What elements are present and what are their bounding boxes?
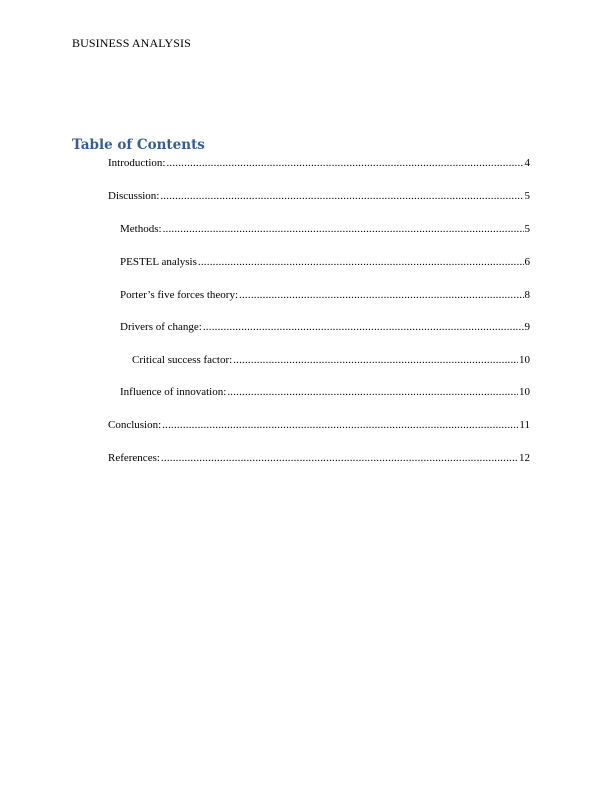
toc-entry-critical-success-factor[interactable] xyxy=(132,353,530,367)
toc-entry-label: Critical success factor: xyxy=(132,354,233,366)
toc-dot-leader xyxy=(166,156,523,170)
toc-entry-label: Influence of innovation: xyxy=(120,386,227,398)
toc-entry-page: 10 xyxy=(519,386,530,398)
toc-dot-leader xyxy=(203,320,524,334)
toc-entry-page: 6 xyxy=(524,256,530,268)
toc-entry-page: 4 xyxy=(524,157,530,169)
toc-dot-leader xyxy=(161,451,518,465)
toc-dot-leader xyxy=(227,385,518,399)
running-header: BUSINESS ANALYSIS xyxy=(72,36,191,50)
toc-heading: Table of Contents xyxy=(72,137,205,153)
toc-dot-leader xyxy=(233,353,518,367)
toc-entry-drivers-of-change[interactable] xyxy=(120,320,530,334)
toc-dot-leader xyxy=(162,418,518,432)
toc-entry-label: Drivers of change: xyxy=(120,321,202,333)
toc-dot-leader xyxy=(160,189,523,203)
toc-entry-references[interactable] xyxy=(108,451,530,465)
toc-entry-label: Introduction: xyxy=(108,157,166,169)
toc-entry-label: Conclusion: xyxy=(108,419,162,431)
toc-entry-discussion[interactable] xyxy=(108,189,530,203)
toc-entry-porters-five-forces[interactable] xyxy=(120,288,530,302)
toc-entry-introduction[interactable] xyxy=(108,156,530,170)
toc-entry-page: 5 xyxy=(524,223,530,235)
toc-entry-label: Porter’s five forces theory: xyxy=(120,289,239,301)
toc-entry-label: References: xyxy=(108,452,160,464)
toc-entry-page: 12 xyxy=(519,452,530,464)
toc-dot-leader xyxy=(239,288,523,302)
toc-entry-conclusion[interactable] xyxy=(108,418,530,432)
toc-entry-label: PESTEL analysis xyxy=(120,256,197,268)
toc-entry-methods[interactable] xyxy=(120,222,530,236)
toc-dot-leader xyxy=(163,222,524,236)
toc-entry-label: Discussion: xyxy=(108,190,160,202)
toc-entry-page: 11 xyxy=(519,419,530,431)
toc-entry-pestel-analysis[interactable] xyxy=(120,255,530,269)
toc-entry-page: 5 xyxy=(524,190,530,202)
toc-entry-page: 9 xyxy=(524,321,530,333)
toc-dot-leader xyxy=(198,255,524,269)
toc-entry-label: Methods: xyxy=(120,223,162,235)
toc-entry-page: 10 xyxy=(519,354,530,366)
toc-entry-influence-of-innovation[interactable] xyxy=(120,385,530,399)
toc-entry-page: 8 xyxy=(524,289,530,301)
